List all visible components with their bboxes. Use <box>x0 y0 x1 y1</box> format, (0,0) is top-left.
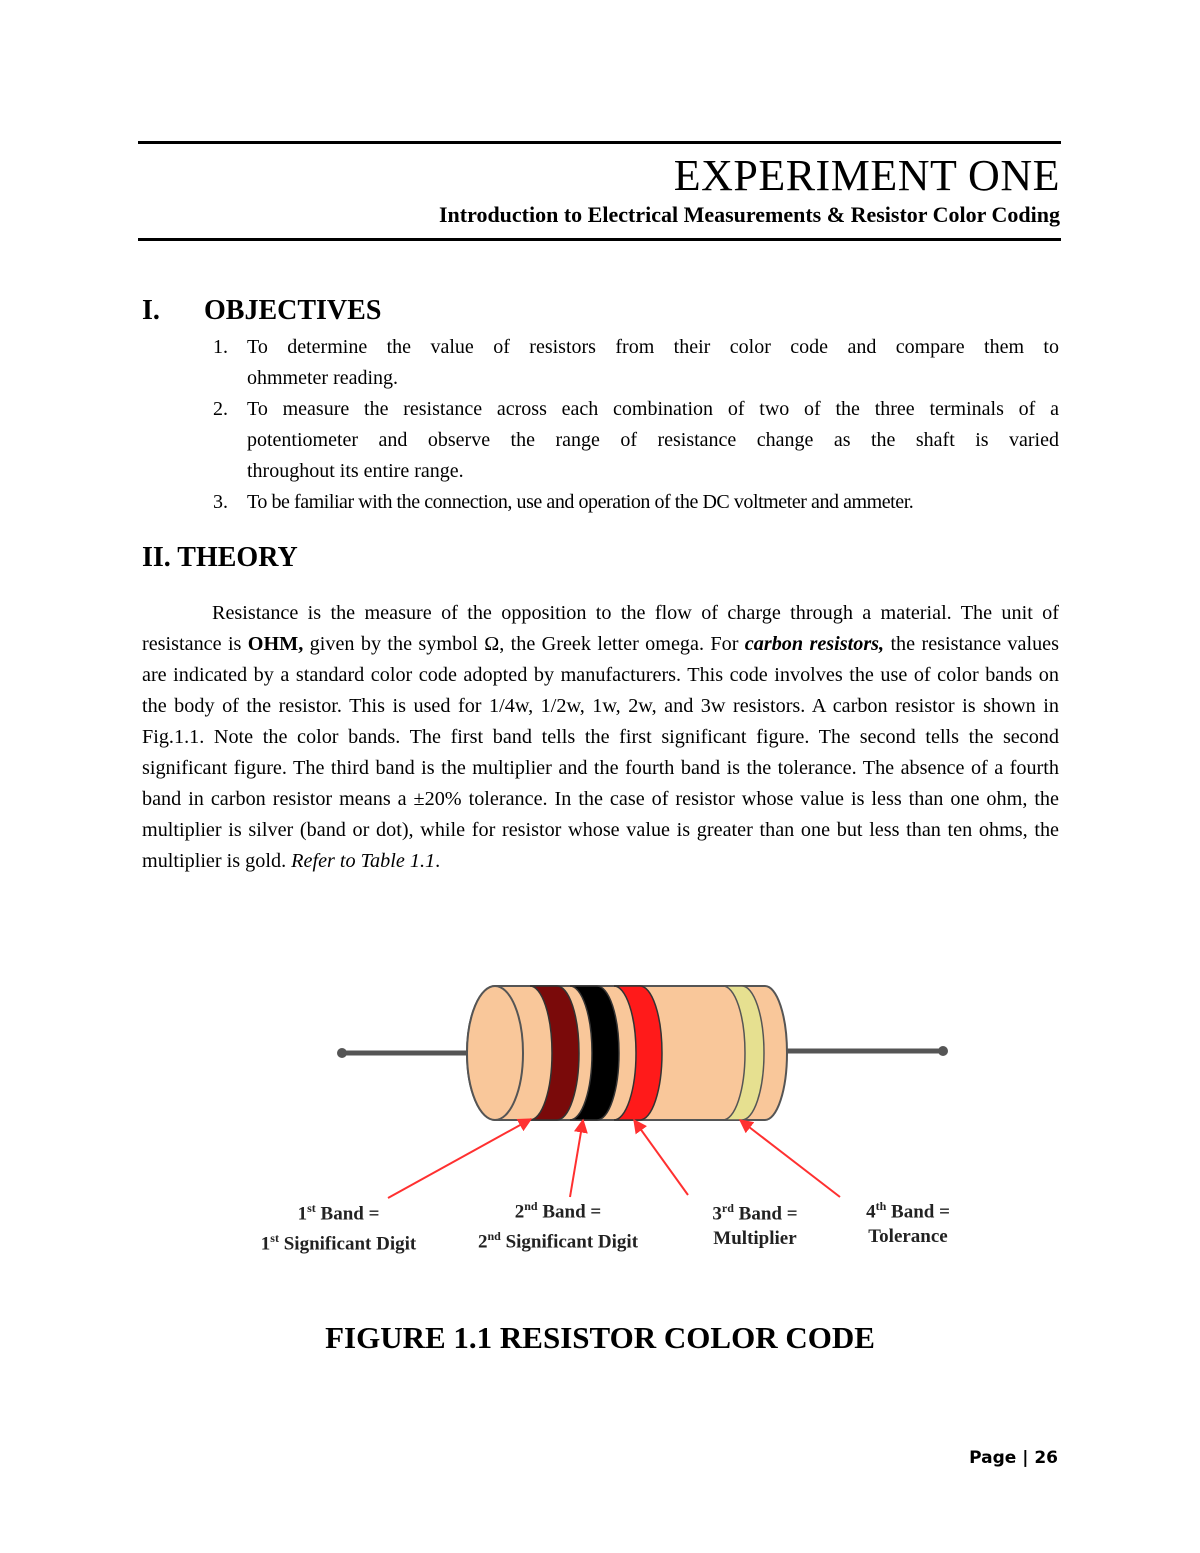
objective-number: 1. <box>213 336 228 358</box>
arrow-band-2 <box>570 1120 583 1197</box>
objective-text-line: potentiometer and observe the range of resistance change as the shaft is varied <box>247 429 1059 451</box>
carbon-resistors-term: carbon resistors, <box>744 633 885 655</box>
label-text: 2 <box>514 1201 525 1223</box>
objective-text-line: ohmmeter reading. <box>247 367 399 389</box>
label-text: 4 <box>866 1201 876 1223</box>
theory-heading <box>142 542 298 574</box>
resistor-figure <box>0 960 1200 1260</box>
page-number: Page | 26 <box>969 1448 1058 1468</box>
objective-text-line: To be familiar with the connection, use and operation of the DC voltmeter and ammeter. <box>247 491 914 513</box>
label-text: 1 <box>297 1203 308 1225</box>
right-lead-end <box>938 1046 948 1056</box>
band-4-label <box>848 1194 968 1249</box>
label-text: Band = <box>315 1203 380 1225</box>
band-3-label <box>695 1196 815 1251</box>
label-sup: nd <box>524 1199 538 1213</box>
theory-text: . <box>435 850 441 872</box>
label-text: Tolerance <box>868 1226 948 1248</box>
theory-paragraph <box>142 598 1059 877</box>
label-text: Significant Digit <box>500 1231 639 1253</box>
theory-text: given by the symbol Ω, the Greek letter omega. For <box>303 633 745 655</box>
label-text: Band = <box>537 1201 602 1223</box>
ohm-term: OHM, <box>247 633 304 655</box>
label-text: 2 <box>477 1231 488 1253</box>
arrow-band-4 <box>740 1120 840 1197</box>
label-text: 3 <box>712 1203 722 1225</box>
objectives-heading <box>142 295 381 327</box>
objective-item-2 <box>213 394 1059 487</box>
figure-caption: FIGURE 1.1 RESISTOR COLOR CODE <box>325 1320 875 1355</box>
label-text: Band = <box>886 1201 950 1223</box>
objective-item-3 <box>213 487 1059 518</box>
header-bottom-rule <box>138 238 1061 241</box>
objective-text-line: throughout its entire range. <box>247 460 464 482</box>
theory-number: II. <box>142 542 171 573</box>
arrow-band-1 <box>388 1119 531 1198</box>
resistor-end-cap <box>467 986 523 1120</box>
label-text: Significant Digit <box>278 1233 417 1255</box>
label-sup: nd <box>487 1229 501 1244</box>
objective-number: 3. <box>213 491 228 513</box>
header-top-rule <box>138 141 1061 144</box>
objectives-title: OBJECTIVES <box>204 295 382 326</box>
theory-title: THEORY <box>177 542 298 573</box>
label-sup: th <box>875 1199 887 1213</box>
objective-number: 2. <box>213 398 228 420</box>
band-2-label <box>463 1194 653 1255</box>
objective-text-line: To measure the resistance across each combination of two of the three terminals of a <box>247 398 1059 420</box>
table-reference: Refer to Table 1.1 <box>291 850 436 872</box>
theory-text: the resistance values are indicated by a standard color code adopted by manufacturers. This code involves the use of color bands on the body of the resistor. This is used for 1/4w, 1/2w, 1w, 2w, and 3w resistors. A carbon resistor is shown in Fig.1.1. Note the color bands. The first band tells the first significant figure. The second tells the second significant figure. The third band is the multiplier and the fourth band is the tolerance. The absence of a fourth band in carbon resistor means a ±20% tolerance. In the case of resistor whose value is less than one ohm, the multiplier is silver (band or dot), while for resistor whose value is greater than one but less than ten ohms, the multiplier is gold. <box>142 633 1059 872</box>
objective-text-line: To determine the value of resistors from their color code and compare them to <box>247 336 1059 358</box>
left-lead-end <box>337 1048 347 1058</box>
label-sup: rd <box>721 1201 734 1215</box>
band-1-label <box>246 1196 431 1257</box>
label-text: Multiplier <box>713 1228 797 1250</box>
objectives-number: I. <box>142 295 160 326</box>
experiment-subtitle: Introduction to Electrical Measurements & Resistor Color Coding <box>438 202 1060 227</box>
label-sup: st <box>270 1231 279 1246</box>
arrow-band-3 <box>634 1120 688 1195</box>
label-sup: st <box>307 1201 316 1215</box>
experiment-title: EXPERIMENT ONE <box>673 151 1060 200</box>
theory-text: Resistance is the measure of the opposition to the flow of charge through a material. The unit of resistance is <box>142 602 1059 655</box>
objective-item-1 <box>213 332 1059 394</box>
label-text: 1 <box>260 1233 271 1255</box>
label-text: Band = <box>733 1203 798 1225</box>
